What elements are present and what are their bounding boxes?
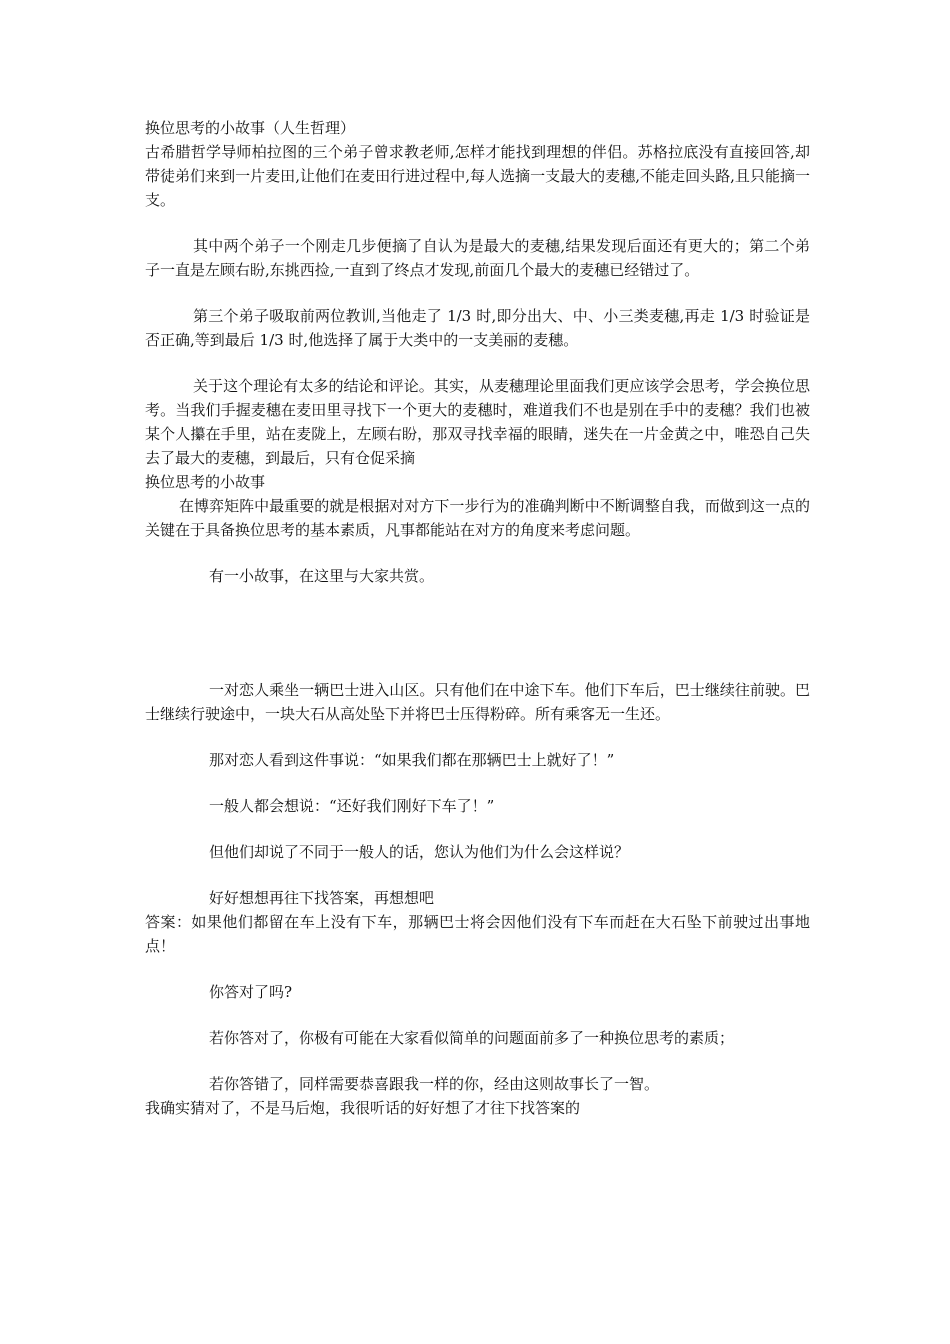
paragraph-answer: 答案：如果他们都留在车上没有下车，那辆巴士将会因他们没有下车而赶在大石坠下前驶过出事地点！ (145, 913, 810, 955)
section-title: 换位思考的小故事 (145, 473, 266, 491)
paragraph-intro: 古希腊哲学导师柏拉图的三个弟子曾求教老师,怎样才能找到理想的伴侣。苏格拉底没有直接回答,却带徒弟们来到一片麦田,让他们在麦田行进过程中,每人选摘一支最大的麦穗,不能走回头路,且只能摘一支。 (145, 143, 810, 209)
paragraph-share: 有一小故事，在这里与大家共赏。 (209, 567, 435, 585)
paragraph-question: 但他们却说了不同于一般人的话，您认为他们为什么会这样说？ (209, 843, 630, 861)
paragraph-couple-bus: 一对恋人乘坐一辆巴士进入山区。只有他们在中途下车。他们下车后，巴士继续往前驶。巴士继续行驶途中，一块大石从高处坠下并将巴士压得粉碎。所有乘客无一生还。 (145, 681, 810, 723)
paragraph-think: 好好想想再往下找答案，再想想吧 (209, 889, 435, 907)
document-body (145, 116, 810, 1120)
paragraph-if-wrong: 若你答错了，同样需要恭喜跟我一样的你，经由这则故事长了一智。 (209, 1075, 660, 1093)
paragraph-third-disciple: 第三个弟子吸取前两位教训,当他走了 1/3 时,即分出大、中、小三类麦穗,再走 1/3 时验证是否正确,等到最后 1/3 时,他选择了属于大类中的一支美丽的麦穗。 (145, 307, 810, 349)
paragraph-if-right: 若你答对了，你极有可能在大家看似简单的问题面前多了一种换位思考的素质； (209, 1029, 735, 1047)
paragraph-couple-quote: 那对恋人看到这件事说：“如果我们都在那辆巴士上就好了！” (209, 751, 615, 769)
paragraph-did-you-get-it: 你答对了吗? (209, 983, 293, 1001)
paragraph-game-matrix: 在博弈矩阵中最重要的就是根据对对方下一步行为的准确判断中不断调整自我，而做到这一点的关键在于具备换位思考的基本素质，凡事都能站在对方的角度来考虑问题。 (145, 497, 810, 539)
paragraph-commentary: 关于这个理论有太多的结论和评论。其实，从麦穗理论里面我们更应该学会思考，学会换位思考。当我们手握麦穗在麦田里寻找下一个更大的麦穗时，难道我们不也是别在手中的麦穗？我们也被某个人攥在手里，站在麦陇上，左顾右盼，那双寻找幸福的眼睛，迷失在一片金黄之中，唯恐自己失去了最大的麦穗，到最后，只有仓促采摘 (145, 377, 810, 467)
paragraph-closing: 我确实猜对了，不是马后炮，我很听话的好好想了才往下找答案的 (145, 1099, 581, 1117)
story-title: 换位思考的小故事（人生哲理） (145, 119, 356, 137)
paragraph-two-disciples: 其中两个弟子一个刚走几步便摘了自认为是最大的麦穗,结果发现后面还有更大的；第二个弟子一直是左顾右盼,东挑西捡,一直到了终点才发现,前面几个最大的麦穗已经错过了。 (145, 237, 810, 279)
paragraph-ordinary-quote: 一般人都会想说：“还好我们刚好下车了！” (209, 797, 495, 815)
